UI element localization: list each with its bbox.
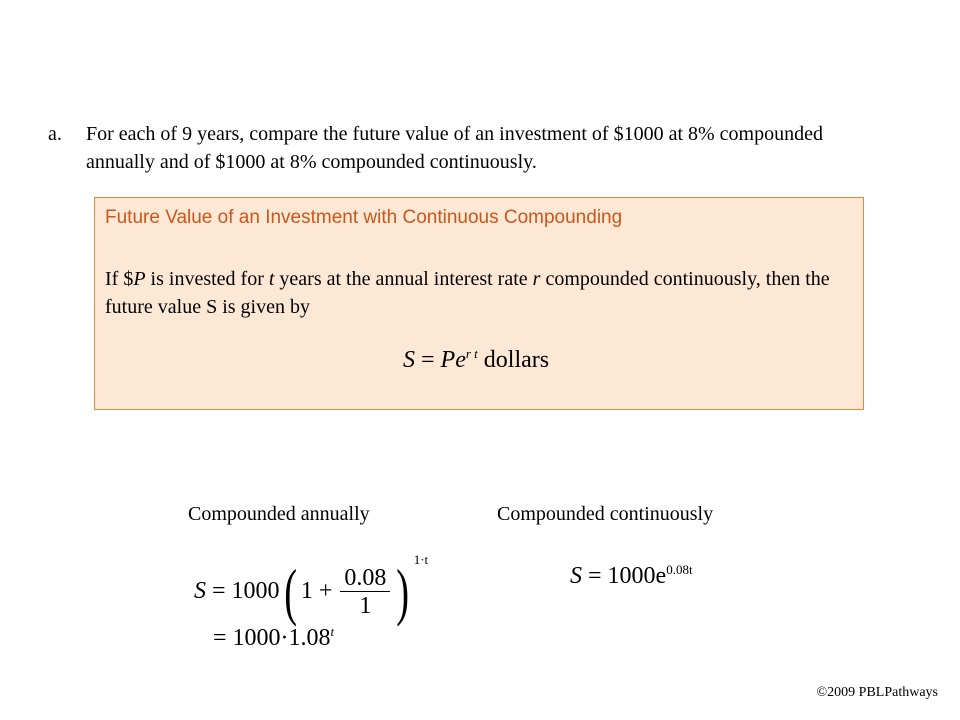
- formula-e: e: [455, 347, 466, 373]
- formula-principal: P: [440, 347, 456, 373]
- formula-eq: =: [415, 347, 441, 373]
- formula-unit: dollars: [477, 347, 550, 373]
- rate-fraction: [340, 565, 390, 620]
- formula-exponent: r t: [465, 346, 478, 361]
- continuous-expr: 1000e: [607, 563, 667, 589]
- annual-label: Compounded annually: [188, 503, 370, 525]
- copyright-footer: ©2009 PBLPathways: [816, 685, 938, 700]
- continuous-eq: =: [582, 563, 608, 589]
- annual-coefficient: 1000: [231, 578, 280, 604]
- continuous-formula: [570, 562, 693, 590]
- annual-lhs: S: [194, 578, 206, 604]
- formula-lhs: S: [403, 347, 415, 373]
- continuous-exponent: 0.08t: [666, 562, 693, 577]
- body-text: If $: [105, 268, 134, 290]
- continuous-lhs: S: [570, 563, 582, 589]
- body-var-t: t: [268, 268, 275, 290]
- problem-text: For each of 9 years, compare the future value of an investment of $1000 at 8% compounded annually and of $1000 at 8% compounded continuously.: [86, 123, 823, 173]
- body-var-p: P: [133, 268, 146, 290]
- definition-box: [94, 197, 864, 410]
- annual-one: 1 +: [300, 578, 339, 604]
- continuous-label: Compounded continuously: [497, 503, 714, 525]
- body-text: years at the annual interest rate: [274, 268, 533, 290]
- body-text: compounded continuously, then the future value S is given by: [105, 268, 830, 318]
- right-paren: ): [396, 556, 410, 628]
- annual-eq: =: [206, 578, 232, 604]
- annual-formula-simplified: [213, 624, 334, 652]
- left-paren: (: [283, 556, 297, 628]
- continuous-formula-definition: [403, 346, 549, 374]
- simplified-exponent: t: [330, 624, 335, 639]
- body-text: is invested for: [145, 268, 269, 290]
- definition-title: Future Value of an Investment with Continuous Compounding: [105, 207, 623, 228]
- annual-formula: [194, 552, 429, 628]
- definition-body: [105, 265, 845, 321]
- body-var-r: r: [532, 268, 541, 290]
- problem-marker: a.: [48, 123, 62, 145]
- fraction-numerator: 0.08: [340, 565, 390, 592]
- annual-exponent: 1·t: [413, 552, 429, 567]
- simplified-eq: =: [213, 625, 233, 651]
- fraction-denominator: 1: [359, 592, 372, 619]
- simplified-expr: 1000·1.08: [232, 625, 331, 651]
